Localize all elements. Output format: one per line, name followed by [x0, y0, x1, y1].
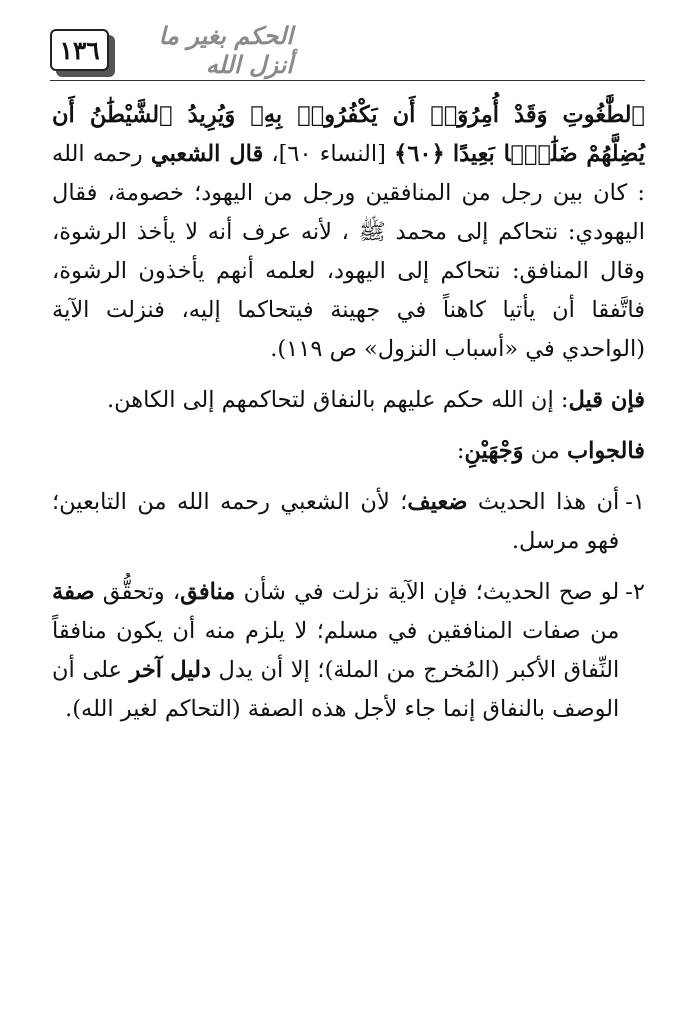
- list-item-1: [52, 483, 645, 561]
- honorific: رحمه الله: [52, 141, 143, 167]
- objection-lead: فإن قيل: [568, 387, 645, 413]
- list-item-2: [52, 573, 645, 729]
- answer-mid: من: [523, 438, 567, 464]
- running-title: الحكم بغير ما أنزل الله: [158, 21, 293, 79]
- narration-text-a: : كان بين رجل من المنافقين ورجل من اليهود؛ خصومة، فقال اليهودي: نتحاكم إلى محمد: [52, 180, 646, 245]
- list-number-2: ٢-: [625, 579, 645, 605]
- paragraph-objection: [52, 381, 645, 420]
- verse-reference: [النساء ٦٠]،: [263, 141, 386, 167]
- item2-text-a: لو صح الحديث؛ فإن الآية نزلت في شأن: [235, 579, 620, 605]
- header-divider: [50, 80, 645, 81]
- list-number-1: ١-: [625, 489, 645, 515]
- item1-honorific: رحمه الله: [177, 489, 270, 515]
- objection-text: : إن الله حكم عليهم بالنفاق لتحاكمهم إلى الكاهن.: [106, 387, 569, 413]
- item1-bold: ضعيف: [407, 489, 468, 515]
- item1-text-b: ؛ لأن الشعبي: [269, 489, 408, 515]
- page-number-box: [50, 29, 109, 71]
- page-number: ١٣٦: [50, 29, 109, 71]
- narration-text-b: ، لأنه عرف أنه لا يأخذ الرشوة، وقال المنافق: نتحاكم إلى اليهود، لعلمه أنهم يأخذون الرشوة، فاتَّفقا أن يأتيا كاهناً في جهينة فيتحاكما إليه، فنزلت الآية (الواحدي في «أسباب النزول» ص ١١٩).: [52, 219, 645, 362]
- narrator-lead: قال الشعبي: [150, 141, 264, 167]
- item2-bold-3: دليل آخر: [129, 657, 211, 683]
- page-header: [50, 22, 645, 78]
- list-body-1: [52, 483, 619, 561]
- answer-emphasis: وَجْهَيْنِ: [464, 438, 524, 464]
- page-body: [52, 96, 645, 741]
- salutation-glyph: ﷺ: [358, 219, 386, 245]
- quran-verse: ٱلطَّٰغُوتِ وَقَدْ أُمِرُوٓا۟ أَن يَكْفُرُوا۟ بِهِۦ وَيُرِيدُ ٱلشَّيْطَٰنُ أَن يُضِلَّهُمْ ضَلَٰلًۢا بَعِيدًا: [52, 102, 645, 167]
- item2-bold-2: صفة: [52, 579, 95, 605]
- item1-text-c: من التابعين؛ فهو مرسل.: [52, 489, 620, 554]
- answer-end: :: [456, 438, 465, 464]
- item2-text-b: ، وتحقُّق: [94, 579, 181, 605]
- item1-text-a: أن هذا الحديث: [467, 489, 620, 515]
- paragraph-verse-narration: [52, 96, 645, 369]
- list-body-2: [52, 573, 619, 729]
- item2-text-c: من صفات المنافقين في مسلم؛ لا يلزم منه أن يكون منافقاً النِّفاق الأكبر (المُخرج من الملة)؛ إلا أن يدل: [52, 618, 620, 683]
- verse-end-marker: ﴿٦٠﴾: [394, 141, 445, 167]
- paragraph-answer-heading: [52, 432, 645, 471]
- answer-lead: فالجواب: [566, 438, 645, 464]
- item2-text-d: على أن الوصف بالنفاق إنما جاء لأجل هذه الصفة (التحاكم لغير الله).: [52, 657, 620, 722]
- item2-bold-1: منافق: [180, 579, 236, 605]
